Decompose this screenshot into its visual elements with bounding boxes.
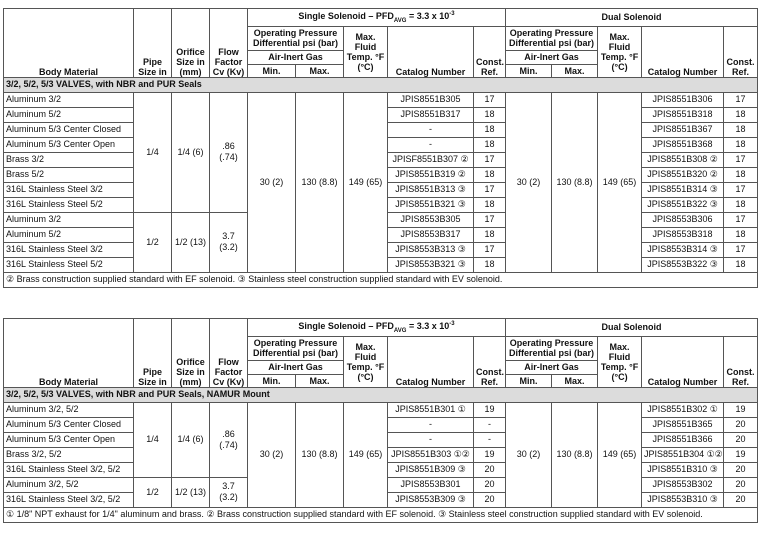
single-catalog-number: JPIS8553B301 — [388, 477, 474, 492]
single-const-ref: 19 — [474, 402, 506, 417]
flow-factor-cell: 3.7 (3.2) — [210, 477, 248, 507]
single-const-ref: 17 — [474, 242, 506, 257]
header-catalog-number: Catalog Number — [642, 336, 724, 387]
single-catalog-number: JPIS8551B313 ③ — [388, 182, 474, 197]
header-max-fluid-temp: Max. Fluid Temp. °F (°C) — [598, 26, 642, 77]
single-const-ref: 20 — [474, 477, 506, 492]
dual-catalog-number: JPIS8553B314 ③ — [642, 242, 724, 257]
dual-const-ref: 18 — [724, 122, 758, 137]
table-header — [4, 9, 758, 78]
header-orifice-size: Orifice Size in (mm) — [172, 9, 210, 78]
single-catalog-number: JPIS8553B321 ③ — [388, 257, 474, 272]
single-const-ref: 18 — [474, 107, 506, 122]
single-catalog-number: - — [388, 122, 474, 137]
material-cell: 316L Stainless Steel 3/2, 5/2 — [4, 462, 134, 477]
material-cell: 316L Stainless Steel 3/2 — [4, 242, 134, 257]
single-const-ref: 18 — [474, 227, 506, 242]
orifice-size-cell: 1/4 (6) — [172, 402, 210, 477]
header-op-pressure: Operating Pressure Differential psi (bar) — [506, 26, 598, 50]
material-cell: 316L Stainless Steel 5/2 — [4, 257, 134, 272]
material-cell: Aluminum 3/2 — [4, 92, 134, 107]
header-op-pressure: Operating Pressure Differential psi (bar) — [248, 26, 344, 50]
material-cell: 316L Stainless Steel 3/2, 5/2 — [4, 492, 134, 507]
table-header — [4, 319, 758, 388]
dual-const-ref: 19 — [724, 447, 758, 462]
flow-factor-cell: .86 (.74) — [210, 402, 248, 477]
single-const-ref: 18 — [474, 167, 506, 182]
header-single-solenoid: Single Solenoid – $PFD_{AVG} = 3.3$ x $10^{-3}$ — [248, 9, 506, 27]
single-const-ref: 17 — [474, 92, 506, 107]
single-catalog-number: JPIS8551B301 ① — [388, 402, 474, 417]
header-max: Max. — [552, 64, 598, 77]
dual-catalog-number: JPIS8551B322 ③ — [642, 197, 724, 212]
single-catalog-number: JPIS8551B317 — [388, 107, 474, 122]
valve-table-namur — [3, 318, 758, 523]
header-op-pressure: Operating Pressure Differential psi (bar) — [248, 336, 344, 360]
footnote: ① 1/8" NPT exhaust for 1/4" aluminum and brass. ② Brass construction supplied standard with EF solenoid. ③ Stainless steel construction supplied standard with EV solenoid. — [4, 507, 758, 522]
pipe-size-cell: 1/2 — [134, 212, 172, 272]
dual-catalog-number: JPIS8551B308 ② — [642, 152, 724, 167]
header-max: Max. — [296, 374, 344, 387]
dual-catalog-number: JPIS8551B318 — [642, 107, 724, 122]
material-cell: Aluminum 3/2, 5/2 — [4, 477, 134, 492]
footnote-row — [4, 272, 758, 287]
dual-catalog-number: JPIS8551B368 — [642, 137, 724, 152]
single-catalog-number: JPIS8551B309 ③ — [388, 462, 474, 477]
dual-const-ref: 20 — [724, 492, 758, 507]
header-catalog-number: Catalog Number — [388, 336, 474, 387]
dual-const-ref: 18 — [724, 257, 758, 272]
material-cell: Aluminum 3/2 — [4, 212, 134, 227]
pipe-size-cell: 1/2 — [134, 477, 172, 507]
single-const-ref: 17 — [474, 182, 506, 197]
header-body-material: Body Material — [4, 9, 134, 78]
material-cell: Aluminum 5/3 Center Open — [4, 432, 134, 447]
single-max-temp: 149 (65) — [344, 92, 388, 272]
orifice-size-cell: 1/2 (13) — [172, 477, 210, 507]
dual-catalog-number: JPIS8551B304 ①② — [642, 447, 724, 462]
header-air-inert: Air-Inert Gas — [248, 360, 344, 374]
header-op-pressure: Operating Pressure Differential psi (bar) — [506, 336, 598, 360]
single-max-pressure: 130 (8.8) — [296, 402, 344, 507]
dual-const-ref: 18 — [724, 167, 758, 182]
valve-table-standard — [3, 8, 758, 288]
dual-const-ref: 20 — [724, 432, 758, 447]
single-const-ref: - — [474, 417, 506, 432]
dual-const-ref: 20 — [724, 417, 758, 432]
header-const-ref: Const. Ref. — [474, 336, 506, 387]
dual-catalog-number: JPIS8551B314 ③ — [642, 182, 724, 197]
pipe-size-cell: 1/4 — [134, 92, 172, 212]
material-cell: Aluminum 5/2 — [4, 227, 134, 242]
single-catalog-number: JPIS8551B305 — [388, 92, 474, 107]
pipe-size-cell: 1/4 — [134, 402, 172, 477]
orifice-size-cell: 1/2 (13) — [172, 212, 210, 272]
header-max-fluid-temp: Max. Fluid Temp. °F (°C) — [344, 336, 388, 387]
single-const-ref: - — [474, 432, 506, 447]
header-flow-factor: Flow Factor Cv (Kv) — [210, 9, 248, 78]
header-max: Max. — [296, 64, 344, 77]
dual-const-ref: 17 — [724, 182, 758, 197]
dual-catalog-number: JPIS8551B302 ① — [642, 402, 724, 417]
material-cell: Aluminum 5/3 Center Open — [4, 137, 134, 152]
dual-const-ref: 17 — [724, 152, 758, 167]
dual-const-ref: 17 — [724, 92, 758, 107]
dual-min-pressure: 30 (2) — [506, 402, 552, 507]
header-dual-solenoid: Dual Solenoid — [506, 319, 758, 337]
header-catalog-number: Catalog Number — [388, 26, 474, 77]
header-const-ref: Const. Ref. — [474, 26, 506, 77]
orifice-size-cell: 1/4 (6) — [172, 92, 210, 212]
dual-min-pressure: 30 (2) — [506, 92, 552, 272]
material-cell: Aluminum 5/2 — [4, 107, 134, 122]
single-const-ref: 17 — [474, 212, 506, 227]
dual-const-ref: 19 — [724, 402, 758, 417]
dual-catalog-number: JPIS8551B320 ② — [642, 167, 724, 182]
dual-const-ref: 18 — [724, 227, 758, 242]
dual-catalog-number: JPIS8553B306 — [642, 212, 724, 227]
table-row — [4, 402, 758, 417]
single-catalog-number: JPIS8551B321 ③ — [388, 197, 474, 212]
header-max: Max. — [552, 374, 598, 387]
table-row — [4, 92, 758, 107]
section-title: 3/2, 5/2, 5/3 VALVES, with NBR and PUR Seals, NAMUR Mount — [4, 387, 758, 402]
header-pipe-size: Pipe Size in — [134, 9, 172, 78]
dual-catalog-number: JPIS8553B302 — [642, 477, 724, 492]
header-air-inert: Air-Inert Gas — [248, 50, 344, 64]
single-max-temp: 149 (65) — [344, 402, 388, 507]
single-const-ref: 20 — [474, 462, 506, 477]
header-single-solenoid: Single Solenoid – $PFD_{AVG} = 3.3$ x $10^{-3}$ — [248, 319, 506, 337]
dual-const-ref: 18 — [724, 137, 758, 152]
header-min: Min. — [248, 64, 296, 77]
single-catalog-number: JPIS8551B303 ①② — [388, 447, 474, 462]
material-cell: 316L Stainless Steel 3/2 — [4, 182, 134, 197]
single-catalog-number: - — [388, 432, 474, 447]
header-const-ref: Const. Ref. — [724, 336, 758, 387]
dual-max-pressure: 130 (8.8) — [552, 92, 598, 272]
single-catalog-number: - — [388, 417, 474, 432]
header-max-fluid-temp: Max. Fluid Temp. °F (°C) — [598, 336, 642, 387]
single-const-ref: 20 — [474, 492, 506, 507]
material-cell: Aluminum 5/3 Center Closed — [4, 122, 134, 137]
single-catalog-number: JPIS8553B309 ③ — [388, 492, 474, 507]
single-catalog-number: JPIS8553B313 ③ — [388, 242, 474, 257]
single-catalog-number: JPIS8553B317 — [388, 227, 474, 242]
header-body-material: Body Material — [4, 319, 134, 388]
single-const-ref: 18 — [474, 257, 506, 272]
table-body — [4, 77, 758, 287]
footnote-row — [4, 507, 758, 522]
header-air-inert: Air-Inert Gas — [506, 360, 598, 374]
dual-max-temp: 149 (65) — [598, 92, 642, 272]
header-max-fluid-temp: Max. Fluid Temp. °F (°C) — [344, 26, 388, 77]
single-const-ref: 18 — [474, 122, 506, 137]
dual-const-ref: 20 — [724, 462, 758, 477]
material-cell: Brass 5/2 — [4, 167, 134, 182]
single-catalog-number: JPISF8551B307 ② — [388, 152, 474, 167]
header-air-inert: Air-Inert Gas — [506, 50, 598, 64]
dual-catalog-number: JPIS8553B310 ③ — [642, 492, 724, 507]
table-body — [4, 387, 758, 522]
single-min-pressure: 30 (2) — [248, 402, 296, 507]
material-cell: Brass 3/2 — [4, 152, 134, 167]
dual-catalog-number: JPIS8551B310 ③ — [642, 462, 724, 477]
header-min: Min. — [248, 374, 296, 387]
single-const-ref: 17 — [474, 152, 506, 167]
footnote: ② Brass construction supplied standard with EF solenoid. ③ Stainless steel construction supplied standard with EV solenoid. — [4, 272, 758, 287]
material-cell: Aluminum 5/3 Center Closed — [4, 417, 134, 432]
single-catalog-number: JPIS8551B319 ② — [388, 167, 474, 182]
dual-catalog-number: JPIS8551B306 — [642, 92, 724, 107]
header-flow-factor: Flow Factor Cv (Kv) — [210, 319, 248, 388]
single-max-pressure: 130 (8.8) — [296, 92, 344, 272]
dual-catalog-number: JPIS8551B366 — [642, 432, 724, 447]
dual-const-ref: 18 — [724, 107, 758, 122]
dual-const-ref: 18 — [724, 197, 758, 212]
dual-const-ref: 20 — [724, 477, 758, 492]
single-const-ref: 18 — [474, 197, 506, 212]
single-catalog-number: JPIS8553B305 — [388, 212, 474, 227]
single-const-ref: 19 — [474, 447, 506, 462]
flow-factor-cell: 3.7 (3.2) — [210, 212, 248, 272]
header-min: Min. — [506, 374, 552, 387]
header-pipe-size: Pipe Size in — [134, 319, 172, 388]
header-catalog-number: Catalog Number — [642, 26, 724, 77]
single-min-pressure: 30 (2) — [248, 92, 296, 272]
dual-max-temp: 149 (65) — [598, 402, 642, 507]
material-cell: Brass 3/2, 5/2 — [4, 447, 134, 462]
header-orifice-size: Orifice Size in (mm) — [172, 319, 210, 388]
dual-catalog-number: JPIS8551B367 — [642, 122, 724, 137]
dual-catalog-number: JPIS8553B322 ③ — [642, 257, 724, 272]
section-title: 3/2, 5/2, 5/3 VALVES, with NBR and PUR Seals — [4, 77, 758, 92]
dual-const-ref: 17 — [724, 212, 758, 227]
material-cell: 316L Stainless Steel 5/2 — [4, 197, 134, 212]
dual-const-ref: 17 — [724, 242, 758, 257]
material-cell: Aluminum 3/2, 5/2 — [4, 402, 134, 417]
header-dual-solenoid: Dual Solenoid — [506, 9, 758, 27]
dual-catalog-number: JPIS8553B318 — [642, 227, 724, 242]
single-const-ref: 18 — [474, 137, 506, 152]
flow-factor-cell: .86 (.74) — [210, 92, 248, 212]
dual-max-pressure: 130 (8.8) — [552, 402, 598, 507]
header-const-ref: Const. Ref. — [724, 26, 758, 77]
dual-catalog-number: JPIS8551B365 — [642, 417, 724, 432]
header-min: Min. — [506, 64, 552, 77]
single-catalog-number: - — [388, 137, 474, 152]
